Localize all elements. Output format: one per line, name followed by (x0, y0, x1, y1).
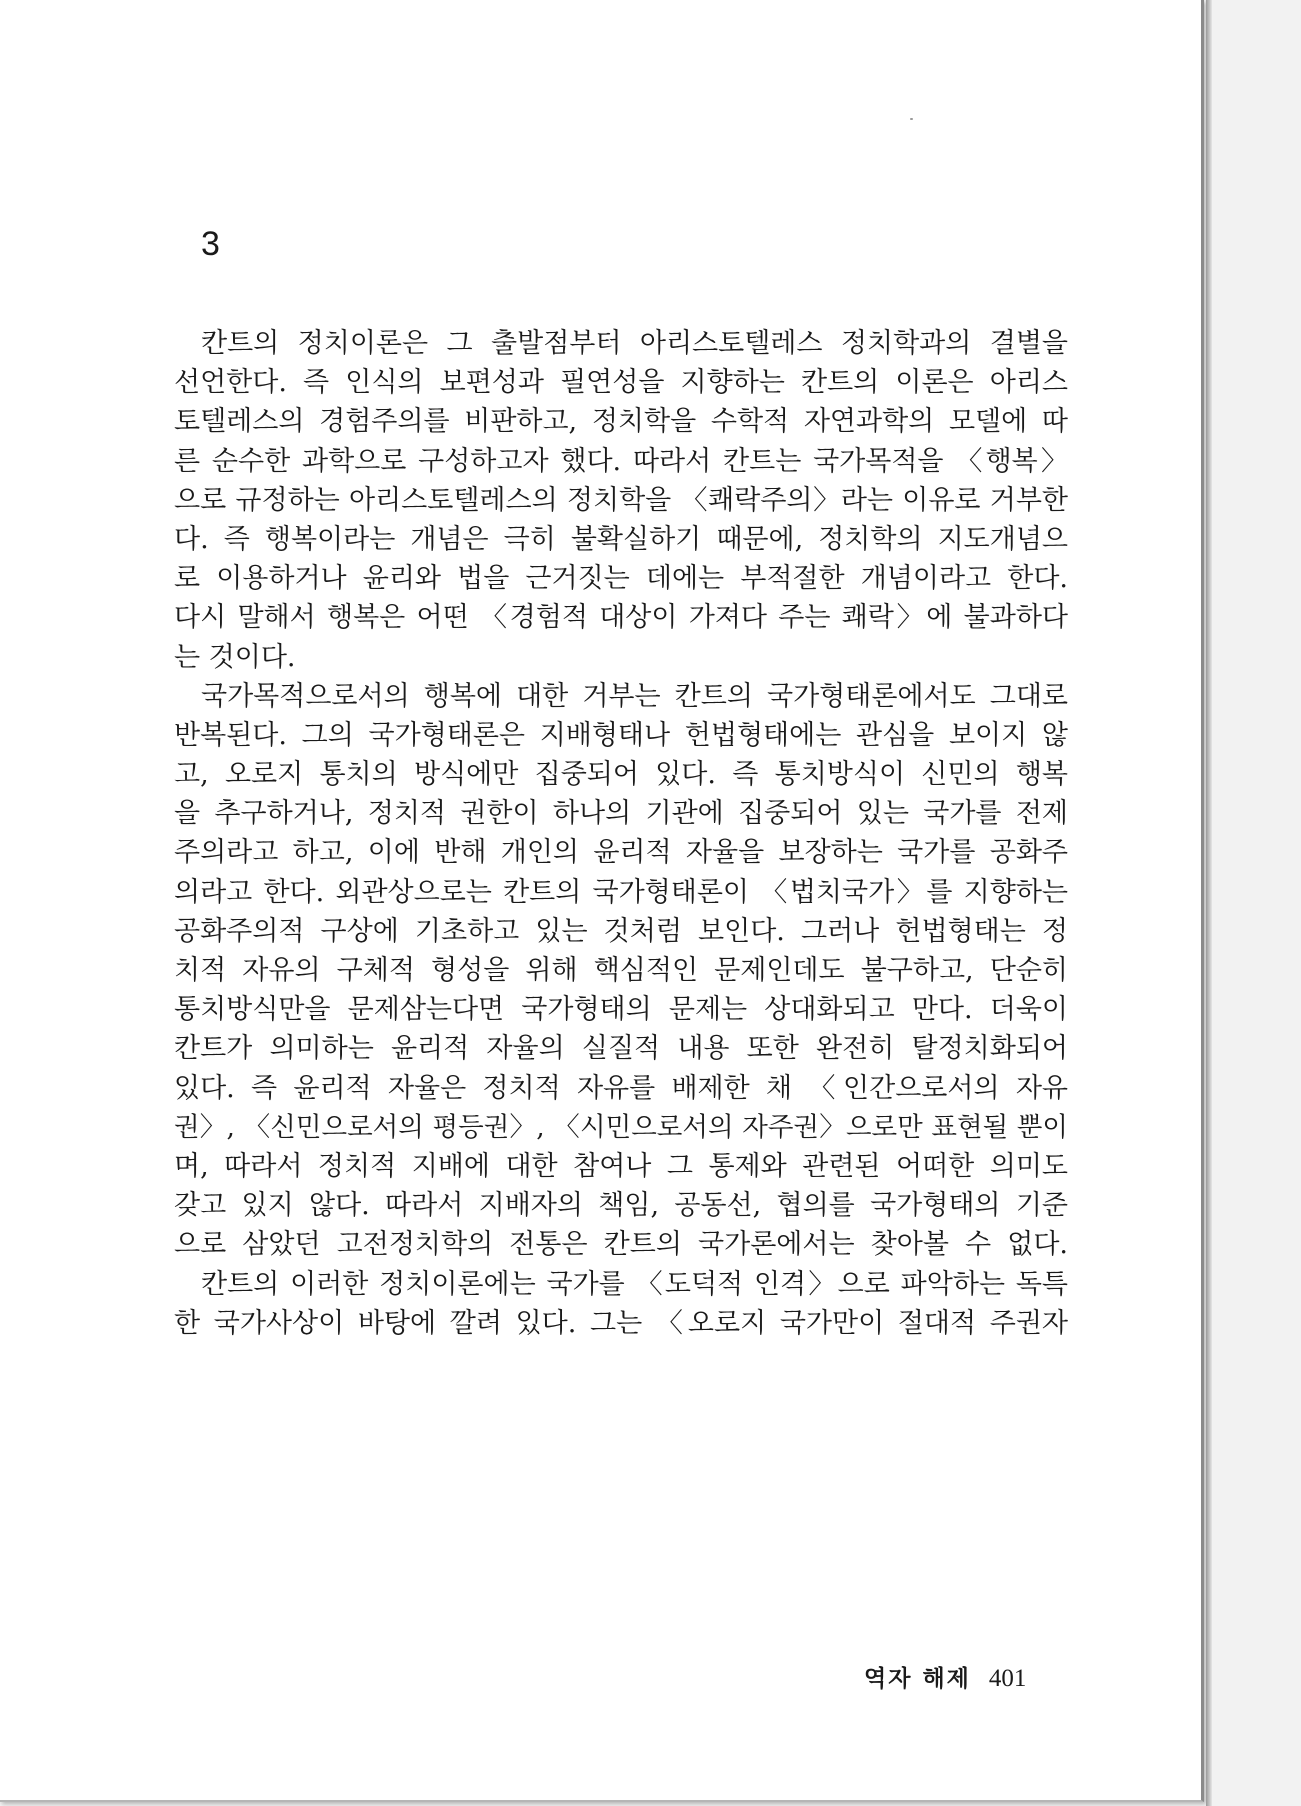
page-edge (1206, 0, 1212, 1806)
text-line: 반복된다. 그의 국가형태론은 지배형태나 헌법형태에는 관심을 보이지 않 (174, 719, 1068, 751)
text-line: 칸트의 정치이론은 그 출발점부터 아리스토텔레스 정치학과의 결별을 (201, 328, 1068, 359)
text-line: 한 국가사상이 바탕에 깔려 있다. 그는 〈오로지 국가만이 절대적 주권자 (174, 1307, 1068, 1339)
body-text (174, 324, 1068, 1343)
text-line: 통치방식만을 문제삼는다면 국가형태의 문제는 상대화되고 만다. 더욱이 (174, 994, 1068, 1026)
section-number: 3 (201, 225, 220, 263)
text-line: 국가목적으로서의 행복에 대한 거부는 칸트의 국가형태론에서도 그대로 (201, 680, 1068, 712)
text-line: 치적 자유의 구체적 형성을 위해 핵심적인 문제인데도 불구하고, 단순히 (174, 955, 1068, 986)
page-footer (864, 1664, 1026, 1694)
text-line: 다시 말해서 행복은 어떤 〈경험적 대상이 가져다 주는 쾌락〉에 불과하다 (174, 602, 1068, 634)
running-title: 역자 해제 (864, 1665, 971, 1692)
scan-speck (910, 118, 913, 120)
text-line: 는 것이다. (174, 641, 296, 673)
text-line: 칸트가 의미하는 윤리적 자율의 실질적 내용 또한 완전히 탈정치화되어 (174, 1033, 1068, 1065)
text-line: 의라고 한다. 외관상으로는 칸트의 국가형태론이 〈법치국가〉를 지향하는 (174, 876, 1068, 908)
text-line: 으로 삼았던 고전정치학의 전통은 칸트의 국가론에서는 찾아볼 수 없다. (174, 1229, 1068, 1261)
page-number: 401 (988, 1665, 1027, 1692)
text-line: 토텔레스의 경험주의를 비판하고, 정치학을 수학적 자연과학의 모델에 따 (174, 406, 1068, 438)
text-line: 며, 따라서 정치적 지배에 대한 참여나 그 통제와 관련된 어떠한 의미도 (174, 1150, 1068, 1182)
text-line: 주의라고 하고, 이에 반해 개인의 윤리적 자율을 보장하는 국가를 공화주 (174, 837, 1068, 869)
text-line: 다. 즉 행복이라는 개념은 극히 불확실하기 때문에, 정치학의 지도개념으 (174, 523, 1068, 555)
text-line: 로 이용하거나 윤리와 법을 근거짓는 데에는 부적절한 개념이라고 한다. (174, 563, 1068, 595)
text-line: 권〉, 〈신민으로서의 평등권〉, 〈시민으로서의 자주권〉으로만 표현될 뿐이 (174, 1111, 1068, 1143)
text-line: 있다. 즉 윤리적 자율은 정치적 자유를 배제한 채 〈인간으로서의 자유 (174, 1072, 1068, 1104)
text-line: 을 추구하거나, 정치적 권한이 하나의 기관에 집중되어 있는 국가를 전제 (174, 798, 1068, 830)
text-line: 갖고 있지 않다. 따라서 지배자의 책임, 공동선, 협의를 국가형태의 기준 (174, 1190, 1068, 1222)
text-line: 으로 규정하는 아리스토텔레스의 정치학을 〈쾌락주의〉라는 이유로 거부한 (174, 484, 1068, 516)
text-line: 공화주의적 구상에 기초하고 있는 것처럼 보인다. 그러나 헌법형태는 정 (174, 915, 1068, 947)
text-line: 칸트의 이러한 정치이론에는 국가를 〈도덕적 인격〉으로 파악하는 독특 (201, 1268, 1068, 1300)
text-line: 고, 오로지 통치의 방식에만 집중되어 있다. 즉 통치방식이 신민의 행복 (174, 759, 1068, 791)
text-line: 른 순수한 과학으로 구성하고자 했다. 따라서 칸트는 국가목적을 〈행복〉 (174, 445, 1068, 477)
text-line: 선언한다. 즉 인식의 보편성과 필연성을 지향하는 칸트의 이론은 아리스 (174, 367, 1068, 399)
